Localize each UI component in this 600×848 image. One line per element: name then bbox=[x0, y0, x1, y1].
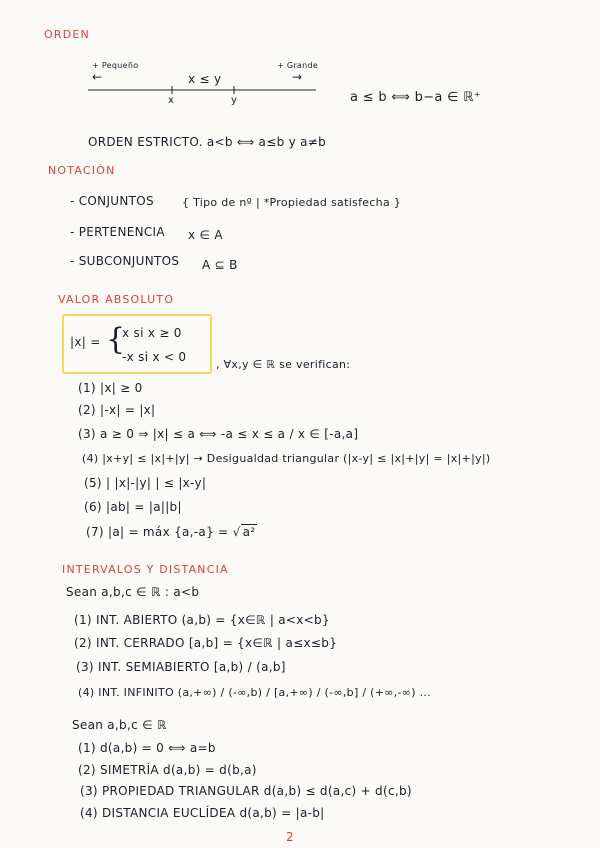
arrow-right-icon: → bbox=[292, 70, 303, 84]
intervalo-item-4: (4) INT. INFINITO (a,+∞) / (-∞,b) / [a,+∞) / (-∞,b] / (+∞,-∞) ... bbox=[78, 686, 432, 699]
abs-lhs: |x| = bbox=[70, 335, 101, 349]
section-notacion-title: NOTACIÓN bbox=[48, 164, 116, 177]
tick-y-label: y bbox=[231, 95, 238, 106]
abs-case-2: -x si x < 0 bbox=[122, 350, 187, 364]
notacion-term-2: - PERTENENCIA bbox=[70, 225, 165, 239]
dist-item-4: (4) DISTANCIA EUCLÍDEA d(a,b) = |a-b| bbox=[80, 806, 325, 820]
arrow-left-icon: ← bbox=[92, 70, 103, 84]
intervalo-item-2: (2) INT. CERRADO [a,b] = {x∈ℝ | a≤x≤b} bbox=[74, 636, 338, 650]
abs-prop-4: (4) |x+y| ≤ |x|+|y| → Desigualdad triangular (|x-y| ≤ |x|+|y| = |x|+|y|) bbox=[82, 452, 491, 465]
intervalo-item-1: (1) INT. ABIERTO (a,b) = {x∈ℝ | a<x<b} bbox=[74, 613, 330, 627]
orden-definition: a ≤ b ⟺ b−a ∈ ℝ⁺ bbox=[350, 90, 481, 105]
abs-prop-1: (1) |x| ≥ 0 bbox=[78, 381, 143, 395]
orden-middle: x ≤ y bbox=[188, 72, 222, 86]
notacion-term-3: - SUBCONJUNTOS bbox=[70, 254, 180, 268]
intervalo-item-3: (3) INT. SEMIABIERTO [a,b) / (a,b] bbox=[76, 660, 286, 674]
orden-right-label: + Grande bbox=[277, 61, 319, 70]
dist-item-3: (3) PROPIEDAD TRIANGULAR d(a,b) ≤ d(a,c) + d(c,b) bbox=[80, 784, 412, 798]
abs-prop-6: (6) |ab| = |a||b| bbox=[84, 500, 182, 514]
abs-prop-5: (5) | |x|-|y| | ≤ |x-y| bbox=[84, 476, 207, 490]
notacion-expr-1: { Tipo de nº | *Propiedad satisfecha } bbox=[182, 196, 402, 209]
section-orden-title: ORDEN bbox=[44, 28, 90, 41]
notacion-expr-2: x ∈ A bbox=[188, 228, 223, 242]
intervalos-intro-2: Sean a,b,c ∈ ℝ bbox=[72, 718, 167, 732]
orden-left-label: + Pequeño bbox=[92, 61, 139, 70]
cases-brace: { bbox=[106, 322, 126, 357]
dist-item-1: (1) d(a,b) = 0 ⟺ a=b bbox=[78, 741, 216, 755]
abs-prop-7: (7) |a| = máx {a,-a} = √ a² bbox=[86, 525, 256, 539]
number-line bbox=[88, 84, 320, 98]
abs-tail: , ∀x,y ∈ ℝ se verifican: bbox=[216, 358, 351, 371]
sqrt-radicand: a² bbox=[242, 525, 256, 539]
abs-case-1: x si x ≥ 0 bbox=[122, 326, 182, 340]
notacion-term-1: - CONJUNTOS bbox=[70, 194, 154, 208]
section-intervalos-title: INTERVALOS Y DISTANCIA bbox=[62, 563, 229, 576]
abs-prop-3: (3) a ≥ 0 ⇒ |x| ≤ a ⟺ -a ≤ x ≤ a / x ∈ [-a,a] bbox=[78, 427, 359, 441]
dist-item-2: (2) SIMETRÍA d(a,b) = d(b,a) bbox=[78, 763, 257, 777]
tick-x-label: x bbox=[168, 95, 175, 106]
notacion-expr-3: A ⊆ B bbox=[202, 258, 238, 272]
section-valor-absoluto-title: VALOR ABSOLUTO bbox=[58, 293, 175, 306]
orden-strict: ORDEN ESTRICTO. a<b ⟺ a≤b y a≠b bbox=[88, 135, 327, 149]
abs-prop-2: (2) |-x| = |x| bbox=[78, 403, 156, 417]
intervalos-intro: Sean a,b,c ∈ ℝ : a<b bbox=[66, 585, 200, 599]
page-number: 2 bbox=[286, 830, 295, 844]
